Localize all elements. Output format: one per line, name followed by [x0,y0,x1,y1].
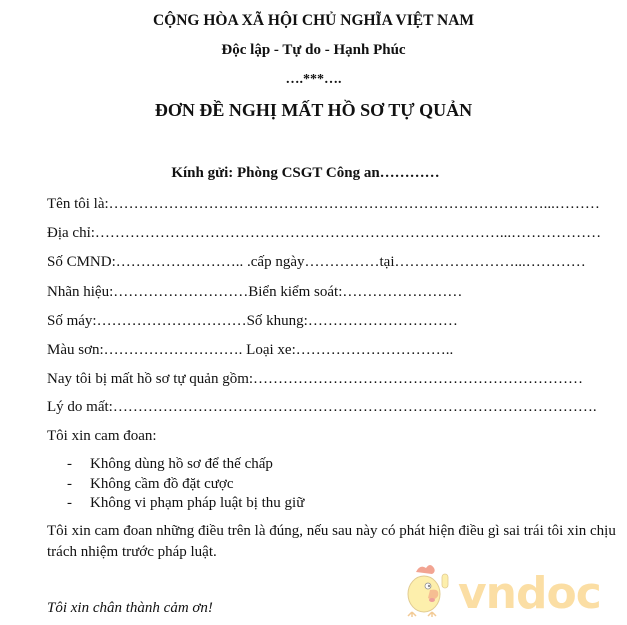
field-address: Địa chỉ:………………………………………………………………………...……………… [47,225,602,241]
chicken-mascot-icon [398,560,627,620]
list-item: - Không cầm đồ đặt cược [67,476,234,492]
field-full-name: Tên tôi là:……………………………………………………………………………...……… [47,196,600,212]
national-motto: Độc lập - Tự do - Hạnh Phúc [221,42,406,58]
field-color-type: Màu sơn:………………………. Loại xe:………………………….. [47,342,454,358]
dash-bullet-icon: - [67,476,72,492]
field-lost-documents: Nay tôi bị mất hồ sơ tự quản gồm:………………………………………………………… [47,371,584,387]
document-title: ĐƠN ĐỀ NGHỊ MẤT HỒ SƠ TỰ QUẢN [154,100,473,120]
declaration-paragraph: Tôi xin cam đoan những điều trên là đúng, nếu sau này có phát hiện điều gì sai trái tôi xin chịu trách nhiệm trước pháp luật. [47,523,616,560]
vndoc-watermark [398,560,627,620]
svg-text:vndoc: vndoc [458,568,601,619]
separator: ….***…. [285,72,342,87]
dash-bullet-icon: - [67,456,72,472]
field-id-card: Số CMND:…………………….. .cấp ngày……………tại……………………...………… [47,254,586,270]
field-brand-plate: Nhãn hiệu:………………………Biển kiểm soát:…………………… [47,284,463,300]
field-engine-frame: Số máy:…………………………Số khung:………………………… [47,313,458,329]
list-item: - Không dùng hồ sơ để thế chấp [67,456,273,472]
list-item: - Không vi phạm pháp luật bị thu giữ [67,495,305,511]
national-title: CỘNG HÒA XÃ HỘI CHỦ NGHĨA VIỆT NAM [152,12,475,29]
recipient-line: Kính gửi: Phòng CSGT Công an………… [171,165,440,181]
dash-bullet-icon: - [67,495,72,511]
commitment-intro: Tôi xin cam đoan: [47,428,157,444]
field-loss-reason: Lý do mất:……………………………………………………………………………………. [47,399,597,415]
closing-thanks: Tôi xin chân thành cảm ơn! [47,600,213,616]
